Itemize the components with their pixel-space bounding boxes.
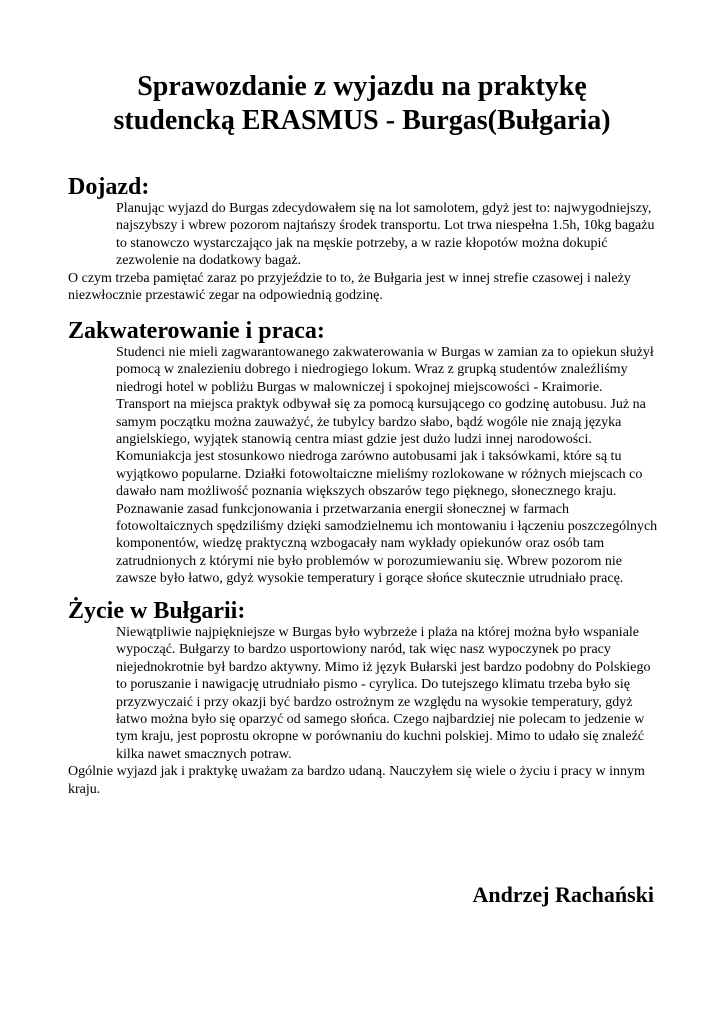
section-body-zycie bbox=[68, 624, 658, 798]
paragraph: O czym trzeba pamiętać zaraz po przyjeździe to to, że Bułgaria jest w innej strefie czasowej i należy niezwłocznie przestawić zegar na odpowiednią godzinę. bbox=[68, 270, 631, 304]
section-zycie bbox=[68, 598, 658, 798]
section-dojazd bbox=[68, 174, 658, 304]
section-heading-zycie: Życie w Bułgarii: bbox=[68, 598, 246, 624]
paragraph: Studenci nie mieli zagwarantowanego zakwaterowania w Burgas w zamian za to opiekun służył pomocą w znalezieniu dobrego i niedrogiego lokum. Wraz z grupką studentów znaleźliśmy niedrogi hotel w pobliżu Burgas w malowniczej i spokojnej miejscowości - Kraimorie. Transport na miejsca praktyk odbywał się za pomocą kursującego co godzinę autobusu. Już na samym początku można zauważyć, że tubylcy bardzo słabo, bądź wogóle nie znają języka angielskiego, wyjątek stanowią centra miast gdzie jest dużo ludzi innej narodowości. Komuniakcja jest stosunkowo niedroga zarówno autobusami jak i taksówkami, które są tu wyjątkowo popularne. Działki fotowoltaiczne mieliśmy rozlokowane w różnych miejscach co dawało nam możliwość poznania większych obszarów tego pięknego, słonecznego kraju. Poznawanie zasad funkcjonowania i przetwarzania energii słonecznej w farmach fotowoltaicznych spędziliśmy dzięki samodzielnemu ich montowaniu i łączeniu poszczególnych komponentów, wiedzę praktyczną wzbogacały nam wykłady opiekunów oraz osób tam zatrudnionych z którymi nie było problemów w porozumiewaniu się. Wbrew pozorom nie zawsze było łatwo, gdyż wysokie temperatury i gorące słońce skutecznie utrudniało pracę. bbox=[116, 345, 658, 587]
section-zakwaterowanie bbox=[68, 318, 658, 588]
paragraph: Ogólnie wyjazd jak i praktykę uważam za bardzo udaną. Nauczyłem się wiele o życiu i pracy w innym kraju. bbox=[68, 764, 645, 797]
section-heading-zakwaterowanie: Zakwaterowanie i praca: bbox=[68, 318, 325, 344]
title-line-2: studencką ERASMUS - Burgas(Bułgaria) bbox=[113, 105, 611, 136]
document-title bbox=[60, 70, 664, 138]
paragraph: Planując wyjazd do Burgas zdecydowałem się na lot samolotem, gdyż jest to: najwygodniejszy, najszybszy i wbrew pozorom najtańszy środek transportu. Lot trwa niespełna 1.5h, 10kg bagażu to stanowczo wystarczająco jak na męskie potrzeby, a w razie kłopotów można dokupić zezwolenie na dodatkowy bagaż. bbox=[116, 201, 655, 269]
title-line-1: Sprawozdanie z wyjazdu na praktykę bbox=[137, 71, 587, 102]
author-signature: Andrzej Rachański bbox=[472, 882, 654, 907]
section-heading-dojazd: Dojazd: bbox=[68, 174, 150, 200]
section-body-zakwaterowanie bbox=[68, 344, 658, 588]
paragraph: Niewątpliwie najpiękniejsze w Burgas było wybrzeże i plaża na której można było wspaniale wypocząć. Bułgarzy to bardzo usportowiony naród, tak więc nasz wypoczynek po pracy niejednokrotnie był bardzo aktywny. Mimo iż język Bułarski jest bardzo podobny do Polskiego to poruszanie i nawigację utrudniało pismo - cyrylica. Do tutejszego klimatu trzeba było się przyzwyczaić i przy okazji być bardzo ostrożnym ze względu na wysokie temperatury, gdyż łatwo można było się oparzyć od samego słońca. Czego najbardziej nie polecam to jedzenie w tym kraju, jest poprostu okropne w porównaniu do kuchni polskiej. Mimo to udało się znaleźć kilka nawet smacznych potraw. bbox=[116, 625, 651, 762]
section-body-dojazd bbox=[68, 200, 658, 304]
